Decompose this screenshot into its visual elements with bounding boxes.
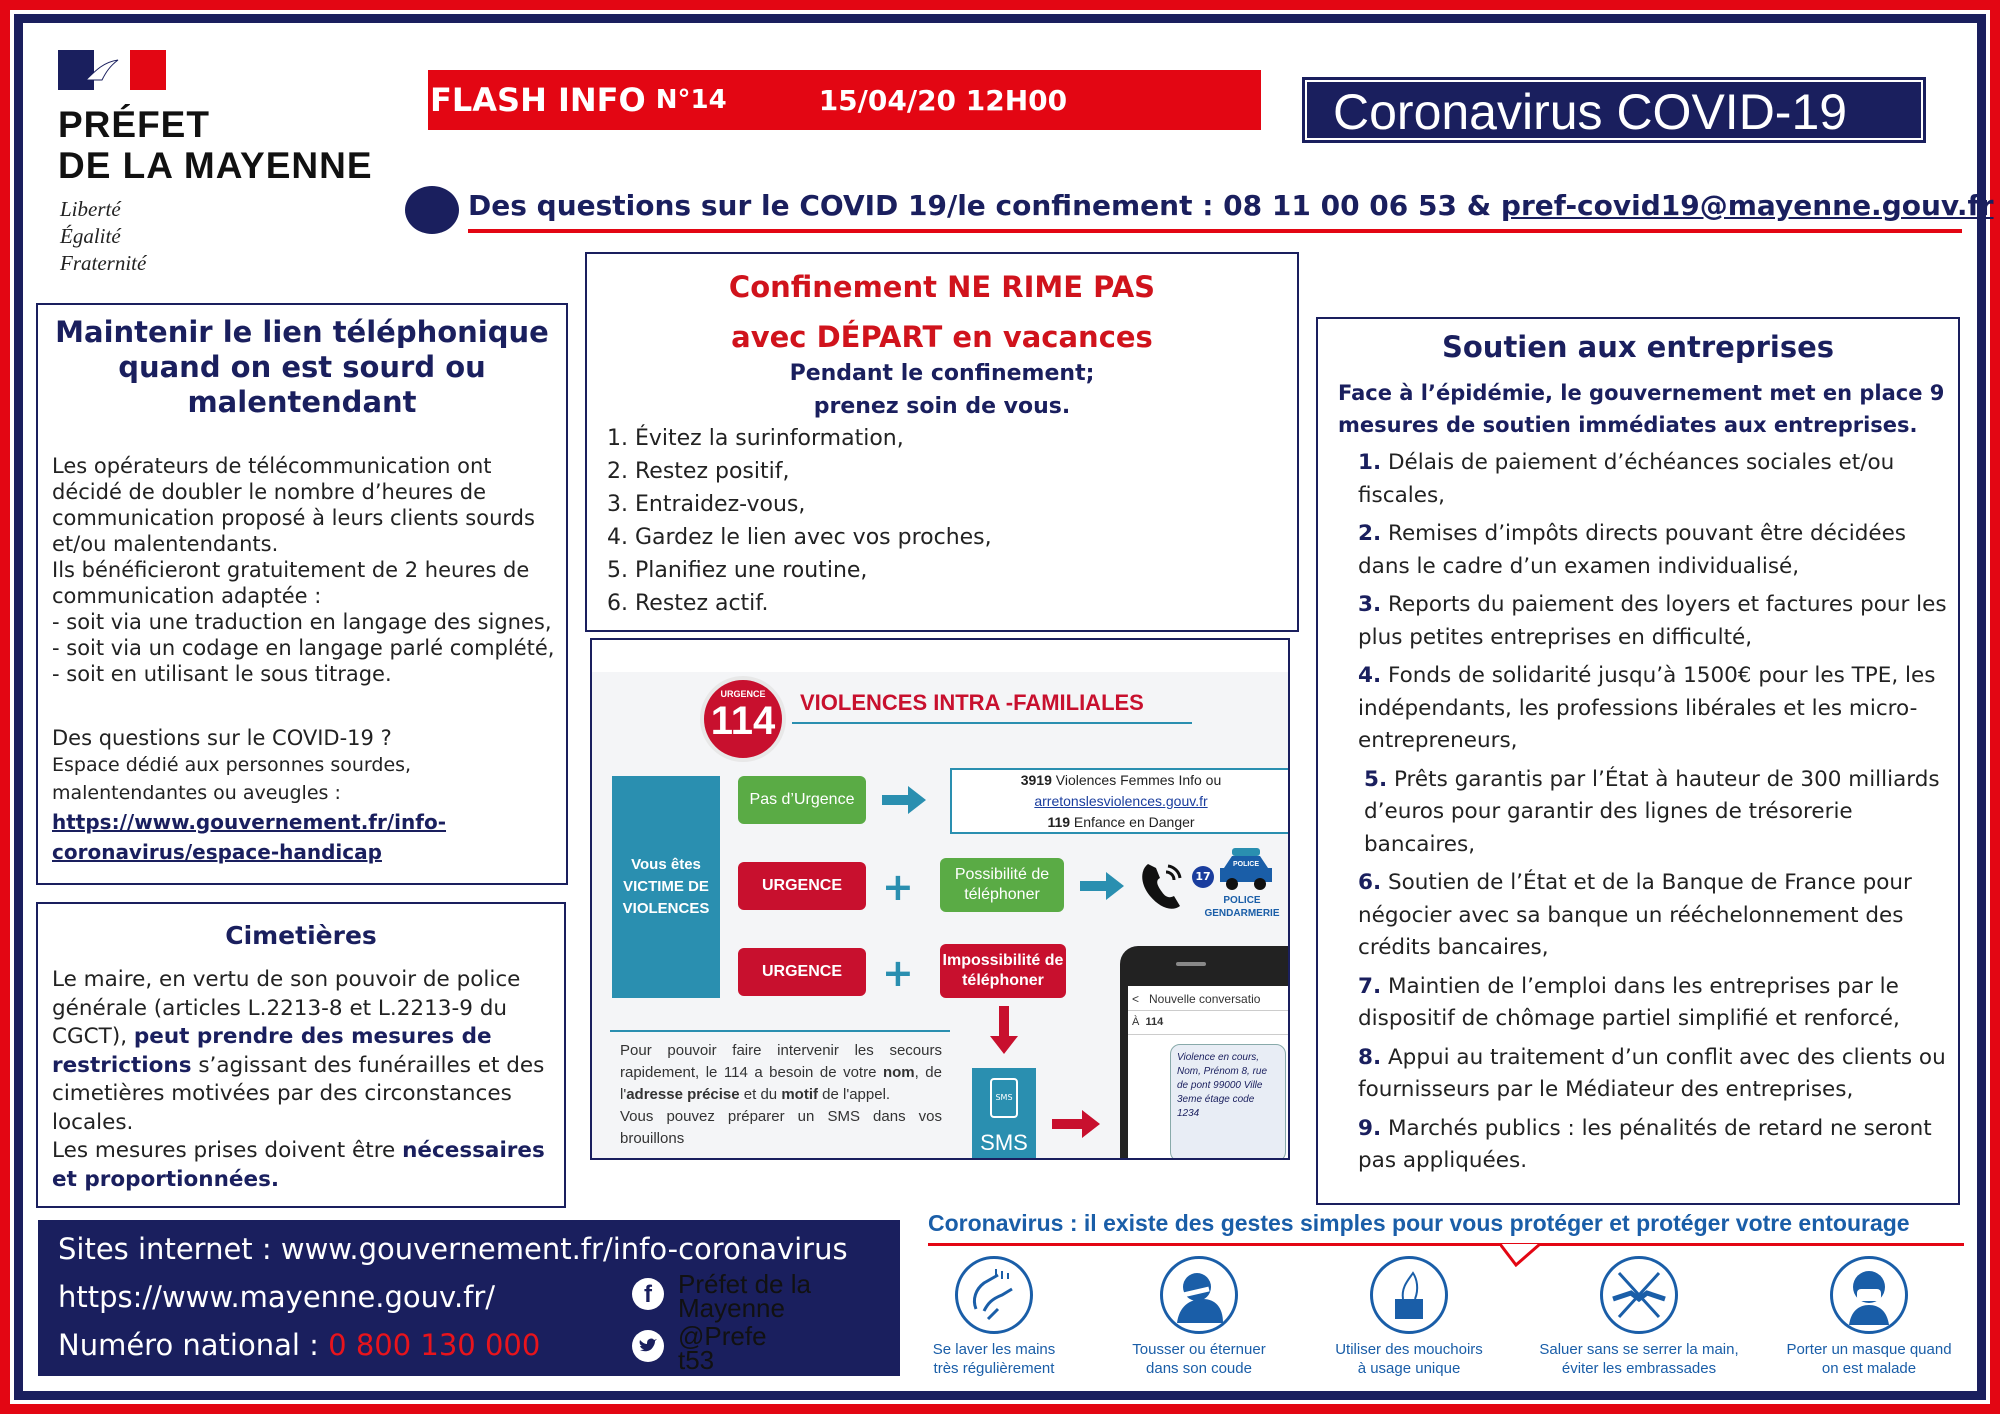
list-item: 9. Marchés publics : les pénalités de retard ne seront pas appliquées.: [1358, 1115, 1932, 1173]
mask-icon: [1830, 1256, 1908, 1334]
numero-national-value[interactable]: 0 800 130 000: [328, 1328, 541, 1362]
geste-label: Saluer sans se serrer la main, éviter les embrassades: [1539, 1341, 1739, 1377]
police-17-badge: 17: [1192, 866, 1214, 888]
list-item: 5. Prêts garantis par l’État à hauteur de 300 milliards d’euros pour garantir des lignes de trésorerie bancaires,: [1364, 766, 1940, 857]
tissue-icon: [1370, 1256, 1448, 1334]
phone-box-title: Maintenir le lien téléphonique quand on est sourd ou malentendant: [55, 315, 549, 419]
mayenne-site-link[interactable]: https://www.mayenne.gouv.fr/: [58, 1280, 496, 1314]
violences-paragraph: Pour pouvoir faire intervenir les secours rapidement, le 114 a besoin de votre nom, de l'adresse précise et du motif de l'appel. Vous pouvez préparer un SMS dans vos brouillons: [620, 1042, 942, 1147]
plus-icon: +: [882, 951, 914, 995]
handwash-icon: [955, 1256, 1033, 1334]
covid-title: Coronavirus COVID-19: [1333, 84, 1848, 140]
arrow-right-icon: [1080, 872, 1124, 900]
contact-email-link[interactable]: pref-covid19@mayenne.gouv.fr: [1500, 189, 1994, 222]
confinement-list: [607, 422, 992, 620]
urgence-114-badge-icon: URGENCE 114: [700, 676, 786, 762]
impossibilite-telephoner-button: Impossibilité de téléphoner: [940, 944, 1066, 998]
facebook-icon[interactable]: f: [632, 1278, 664, 1310]
flash-datetime: 15/04/20 12H00: [818, 83, 1068, 117]
police-car-icon: [1218, 846, 1274, 892]
phone-ringing-icon: [1134, 858, 1184, 912]
confinement-title: Confinement NE RIME PAS avec DÉPART en vacances: [728, 270, 1156, 354]
twitter-icon[interactable]: [632, 1330, 664, 1362]
geste-label: Utiliser des mouchoirs à usage unique: [1335, 1341, 1483, 1377]
urgence-button-2: URGENCE: [738, 948, 866, 996]
phone-box-body: Les opérateurs de télécommunication ont décidé de doubler le nombre d’heures de communication proposé à leurs clients sourds et/ou malentendants. Ils bénéficieront gratuitement de 2 heures de communication adaptée : - soit via une traduction en langage des signes, - soit via un codage en langage parlé complété, - soit en utilisant le sous titrage.: [52, 454, 555, 686]
sms-icon-block: SMS SMS: [972, 1068, 1036, 1160]
espace-handicap-link[interactable]: https://www.gouvernement.fr/info- coronavirus/espace-handicap: [52, 810, 447, 864]
pas-urgence-button: Pas d’Urgence: [738, 776, 866, 824]
cimetieres-title: Cimetières: [225, 921, 377, 950]
list-item: 2. Restez positif,: [607, 459, 790, 484]
numero-national: Numéro national : 0 800 130 000: [58, 1328, 541, 1362]
arrow-right-icon: [1052, 1110, 1100, 1138]
geste-label: Tousser ou éternuer dans son coude: [1132, 1341, 1266, 1377]
confinement-box: [585, 252, 1299, 632]
arrow-down-icon: [990, 1006, 1018, 1054]
cimetieres-body: Le maire, en vertu de son pouvoir de police générale (articles L.2213-8 et L.2213-9 du CGCT), peut prendre des mesures de restrictions s’agissant des funérailles et des cimetières motivées par des circonstances locales. Les mesures prises doivent être nécessaires et proportionnées.: [52, 967, 545, 1192]
entreprises-title: Soutien aux entreprises: [1441, 330, 1835, 364]
list-item: 8. Appui au traitement d’un conflit avec des clients ou fournisseurs par le Médiateur des entreprises,: [1358, 1044, 1946, 1102]
list-item: 1. Évitez la surinformation,: [607, 426, 904, 451]
arrow-right-icon: [882, 786, 926, 814]
questions-underline: [468, 229, 1962, 233]
gestes-title: Coronavirus : il existe des gestes simples pour vous protéger et protéger votre entourage: [928, 1210, 1910, 1236]
flash-title: FLASH INFO: [430, 81, 646, 119]
questions-contact-line: Des questions sur le COVID 19/le confinement : 08 11 00 06 53 & pref-covid19@mayenne.gouv.fr: [468, 189, 1994, 222]
police-gendarmerie-label: POLICE GENDARMERIE: [1204, 895, 1280, 919]
phone-box-question: Des questions sur le COVID-19 ? Espace dédié aux personnes sourdes, malentendantes ou aveugles : https://www.gouvernement.fr/info- coronavirus/espace-handicap: [52, 725, 562, 867]
arretons-violences-link[interactable]: arretonslesviolences.gouv.fr: [1034, 793, 1208, 809]
prefet-title: PRÉFET DE LA MAYENNE: [58, 104, 373, 186]
marianne-logo-icon: [58, 50, 166, 90]
phone-link-box: [36, 303, 568, 885]
speech-pointer-icon: [1500, 1243, 1560, 1267]
plus-icon: +: [882, 865, 914, 909]
geste-label: Porter un masque quand on est malade: [1786, 1341, 1952, 1377]
sites-internet-link[interactable]: Sites internet : www.gouvernement.fr/info-coronavirus: [58, 1232, 848, 1266]
list-item: 6. Restez actif.: [607, 591, 769, 616]
violences-title: VIOLENCES INTRA -FAMILIALES: [800, 690, 1144, 715]
flash-info-banner: [428, 70, 1261, 130]
violences-114-infographic: URGENCE 114 VIOLENCES INTRA -FAMILIALES Vous êtes VICTIME DE VIOLENCES Pas d’Urgence 3919 Violences Femmes Info ou arretonslesviolences.gouv.fr 119 Enfance en Danger URGENCE + Possibilité de téléphoner 17 POLICE POLICE GENDARMERIE URGENCE + Impossibilité de téléphoner SMS SMS < Nouvelle conversatio À 114 Violence en cours, Nom, Prénom 8, rue de pont 99000 Ville 3eme étage code 1234 Pour pouvoir faire intervenir les secours rapidement, le 114 a besoin de votre nom, de l'adresse précise et du motif de l'appel. Vous pouvez préparer un SMS dans vos brouillons: [590, 638, 1290, 1160]
list-item: 7. Maintien de l’emploi dans les entreprises par le dispositif de chômage partiel simplifié et renforcé,: [1358, 973, 1900, 1031]
list-item: 4. Gardez le lien avec vos proches,: [607, 525, 992, 550]
possibilite-telephoner-button: Possibilité de téléphoner: [940, 858, 1064, 912]
geste-label: Se laver les mains très régulièrement: [932, 1341, 1056, 1377]
republic-motto: Liberté Égalité Fraternité: [60, 197, 147, 275]
urgence-button-1: URGENCE: [738, 862, 866, 910]
list-item: 3. Entraidez-vous,: [607, 492, 806, 517]
flash-number: N°14: [655, 85, 727, 115]
twitter-handle[interactable]: @Prefe t53: [678, 1321, 767, 1375]
entreprises-list: [1358, 447, 1956, 1184]
list-item: 4. Fonds de solidarité jusqu’à 1500€ pour les TPE, les indépendants, les professions libérales et les micro-entrepreneurs,: [1358, 663, 1936, 753]
victime-block: Vous êtes VICTIME DE VIOLENCES: [612, 776, 720, 998]
cimetieres-box: [36, 902, 566, 1208]
bullet-dot-icon: [405, 186, 459, 234]
confinement-subtitle: Pendant le confinement; prenez soin de vous.: [789, 361, 1095, 419]
entreprises-box: [1316, 317, 1960, 1205]
sms-bubble: Violence en cours, Nom, Prénom 8, rue de pont 99000 Ville 3eme étage code 1234: [1170, 1044, 1286, 1160]
numeros-aide-box: 3919 Violences Femmes Info ou arretonslesviolences.gouv.fr 119 Enfance en Danger: [950, 768, 1290, 834]
list-item: 3. Reports du paiement des loyers et factures pour les plus petites entreprises en difficulté,: [1358, 592, 1947, 650]
phone-mockup: < Nouvelle conversatio À 114 Violence en cours, Nom, Prénom 8, rue de pont 99000 Ville 3eme étage code 1234: [1120, 946, 1290, 1160]
cough-elbow-icon: [1160, 1256, 1238, 1334]
list-item: 1. Délais de paiement d’échéances sociales et/ou fiscales,: [1358, 450, 1895, 508]
list-item: 2. Remises d’impôts directs pouvant être décidées dans le cadre d’un examen individualisé,: [1358, 521, 1907, 579]
facebook-handle[interactable]: Préfet de la Mayenne: [678, 1269, 811, 1323]
covid-title-banner: [1305, 80, 1923, 140]
list-item: 6. Soutien de l’État et de la Banque de France pour négocier avec sa banque un rééchelonnement des crédits bancaires,: [1358, 870, 1912, 960]
no-handshake-icon: [1600, 1256, 1678, 1334]
gestes-underline: [928, 1243, 1964, 1246]
footer-info-block: [38, 1220, 900, 1376]
entreprises-intro: Face à l’épidémie, le gouvernement met en place 9 mesures de soutien immédiates aux entreprises.: [1338, 381, 1945, 437]
list-item: 5. Planifiez une routine,: [607, 558, 868, 583]
